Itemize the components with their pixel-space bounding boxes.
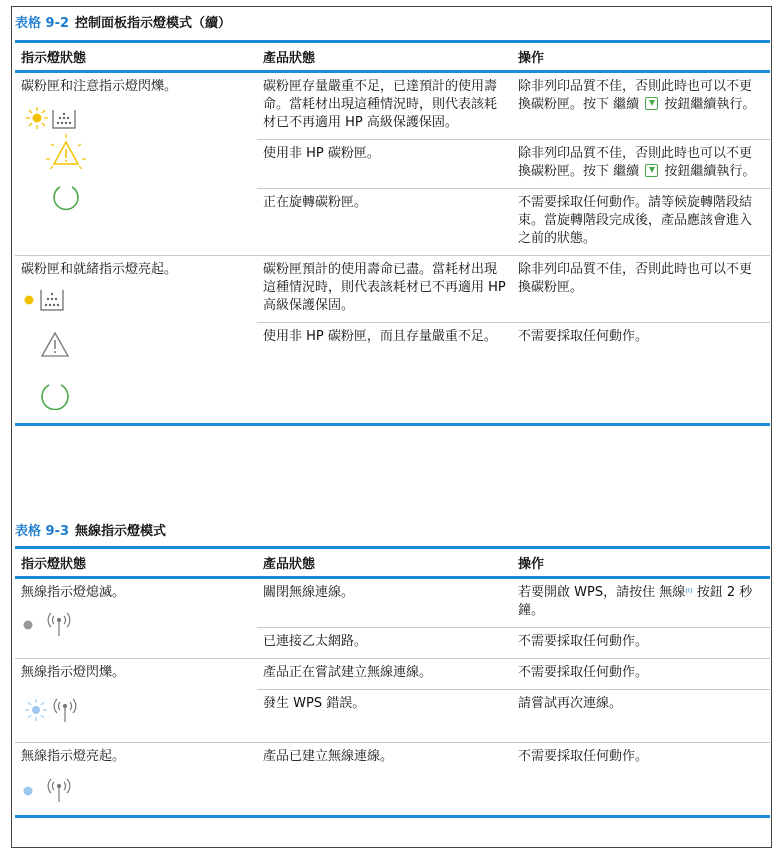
toner-cartridge-icon [53, 110, 75, 128]
table1-group2-state: 碳粉匣和就緒指示燈亮起。 [21, 262, 178, 277]
ready-power-icon [42, 385, 68, 410]
table2-header-action: 操作 [512, 548, 770, 578]
table2-caption-title: 無線指示燈模式 [75, 524, 167, 539]
table2-g2-r1-action: 不需要採取任何動作。 [512, 659, 770, 690]
table1-g1-r3-action: 不需要採取任何動作。請等候旋轉階段結束。當旋轉階段完成後，產品應該會進入之前的狀態。 [512, 189, 770, 256]
ready-power-icon [54, 187, 78, 209]
toner-cartridge-icon [41, 290, 63, 310]
table1-caption-number: 表格 9-2 [15, 16, 70, 31]
table2-g1-r1-product: 關閉無線連線。 [257, 578, 512, 628]
table2-group1-state: 無線指示燈熄滅。 [21, 585, 126, 600]
table1-g1-r2-product: 使用非 HP 碳粉匣。 [257, 140, 512, 189]
table2-g1-r1-action: 若要開啟 WPS，請按住 無線⁽ⁱ⁾ 按鈕 2 秒鐘。 [512, 578, 770, 628]
toner-ready-on-icons [21, 285, 251, 410]
table1-g1-r2-action: 除非列印品質不佳，否則此時也可以不更換碳粉匣。按下 繼續 按鈕繼續執行。 [512, 140, 770, 189]
wireless-icon [54, 699, 76, 722]
wireless-blink-light-icon [25, 699, 47, 721]
resume-button-icon [645, 97, 658, 110]
wireless-off-icons [21, 610, 251, 642]
table2-header-product: 產品狀態 [257, 548, 512, 578]
attention-warning-off-icon [42, 333, 68, 356]
table2-group3-state: 無線指示燈亮起。 [21, 749, 126, 764]
resume-button-icon [645, 164, 658, 177]
table2-g3-r1-product: 產品已建立無線連線。 [257, 743, 512, 817]
table1-g2-r2-product: 使用非 HP 碳粉匣，而且存量嚴重不足。 [257, 323, 512, 425]
table2-group3-state-cell [15, 743, 257, 817]
table1-header-row [15, 42, 770, 72]
table2-g3-r1-action: 不需要採取任何動作。 [512, 743, 770, 817]
table2-g1-r2-action: 不需要採取任何動作。 [512, 628, 770, 659]
wireless-icon [48, 779, 70, 802]
wireless-off-light-icon [24, 621, 33, 630]
table2-group2-state: 無線指示燈閃爍。 [21, 665, 126, 680]
table1-group1-state: 碳粉匣和注意指示燈閃爍。 [21, 79, 178, 94]
wireless-icon [48, 613, 70, 636]
table2-g2-r2-product: 發生 WPS 錯誤。 [257, 690, 512, 743]
wireless-blink-icons [21, 694, 251, 728]
table-row [15, 578, 770, 628]
table2-caption-number: 表格 9-3 [15, 524, 70, 539]
table2-g2-r1-product: 產品正在嘗試建立無線連線。 [257, 659, 512, 690]
table2-g2-r2-action: 請嘗試再次連線。 [512, 690, 770, 743]
toner-blink-light-icon [26, 107, 48, 129]
table1-group1-state-cell [15, 72, 257, 256]
table1-caption-title: 控制面板指示燈模式（續） [75, 16, 232, 31]
table-row [15, 256, 770, 323]
table2-header-row [15, 548, 770, 578]
table1-g1-r1-product: 碳粉匣存量嚴重不足，已達預計的使用壽命。當耗材出現這種情況時，則代表該耗材已不再適用 HP 高級保護保固。 [257, 72, 512, 140]
table2-caption [15, 520, 166, 539]
table1 [15, 40, 770, 426]
wireless-on-light-icon [24, 787, 33, 796]
table2 [15, 546, 770, 818]
table-row [15, 659, 770, 690]
table1-caption [15, 12, 231, 31]
table1-header-state: 指示燈狀態 [15, 42, 257, 72]
table2-group2-state-cell [15, 659, 257, 743]
attention-warning-blink-icon [46, 134, 86, 169]
table-row [15, 72, 770, 140]
table2-g1-r2-product: 已連接乙太網路。 [257, 628, 512, 659]
table2-group1-state-cell [15, 578, 257, 659]
toner-attention-blink-icons [21, 104, 251, 214]
table1-g1-r3-product: 正在旋轉碳粉匣。 [257, 189, 512, 256]
table1-g2-r1-product: 碳粉匣預計的使用壽命已盡。當耗材出現這種情況時，則代表該耗材已不再適用 HP 高級保護保固。 [257, 256, 512, 323]
table1-header-product: 產品狀態 [257, 42, 512, 72]
table2-header-state: 指示燈狀態 [15, 548, 257, 578]
table1-g2-r1-action: 除非列印品質不佳，否則此時也可以不更換碳粉匣。 [512, 256, 770, 323]
wireless-on-icons [21, 776, 251, 808]
table-row [15, 743, 770, 817]
table1-header-action: 操作 [512, 42, 770, 72]
toner-solid-light-icon [25, 296, 34, 305]
table1-g1-r1-action: 除非列印品質不佳，否則此時也可以不更換碳粉匣。按下 繼續 按鈕繼續執行。 [512, 72, 770, 140]
wireless-button-icon: ⁽ⁱ⁾ [685, 586, 693, 599]
table1-g2-r2-action: 不需要採取任何動作。 [512, 323, 770, 425]
table1-group2-state-cell [15, 256, 257, 425]
